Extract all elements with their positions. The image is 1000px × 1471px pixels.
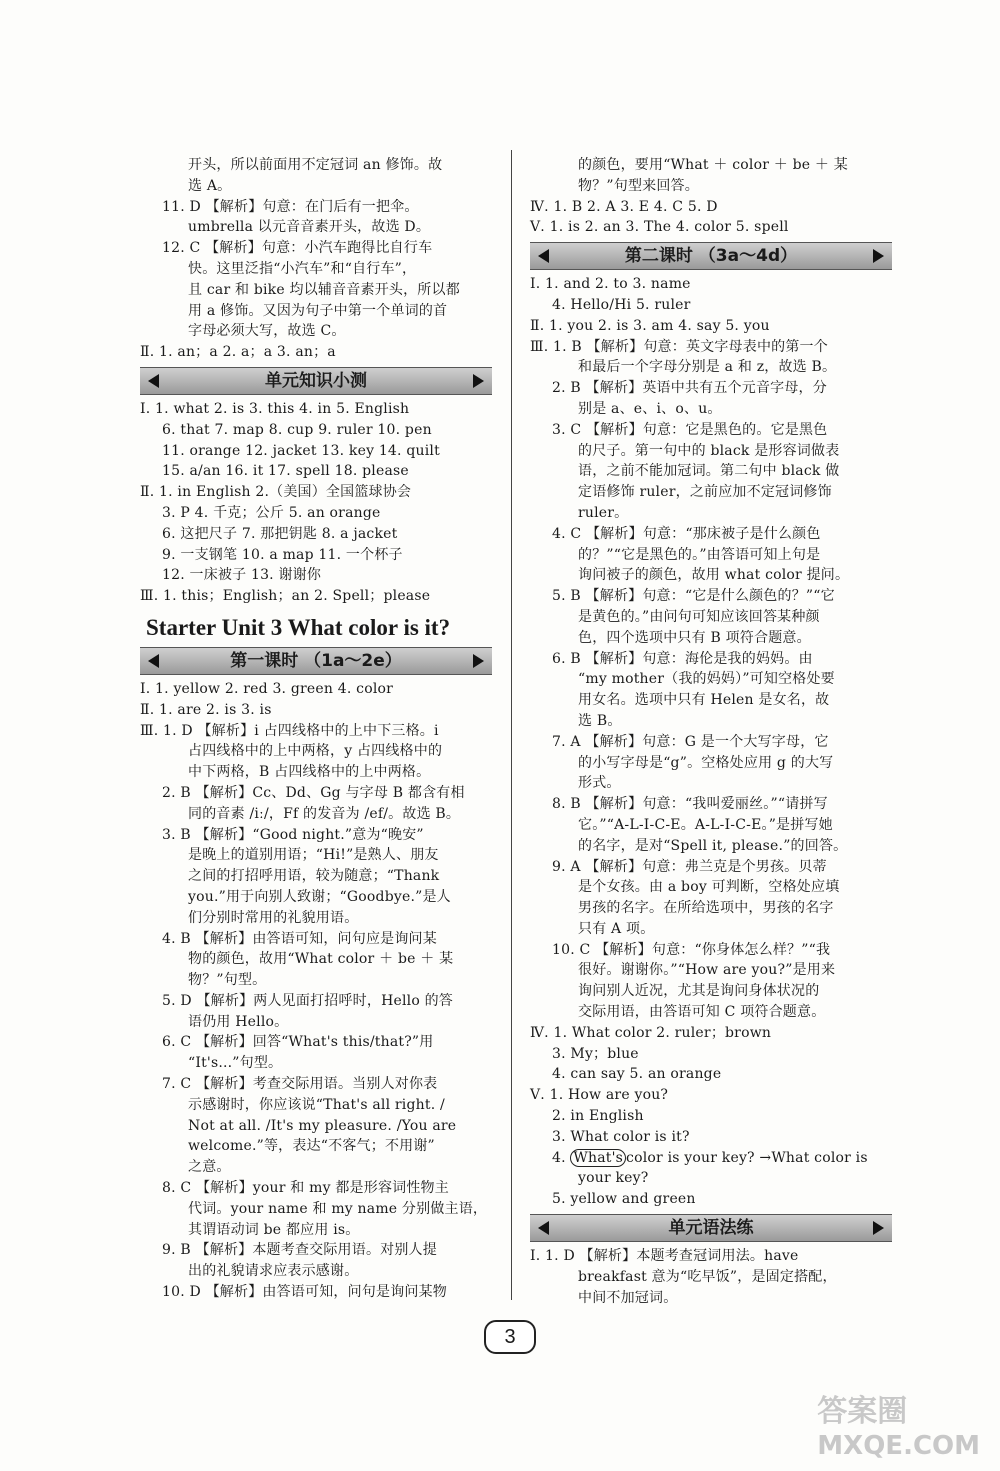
answer-line: 色，四个选项中只有 B 项符合题意。 (578, 629, 811, 646)
answer-line: 选 A。 (188, 177, 232, 194)
answer-line: 9. B 【解析】本题考查交际用语。对别人提 (162, 1242, 437, 1259)
answer-line: 4. can say 5. an orange (552, 1066, 722, 1083)
answer-line: 形式。 (578, 775, 621, 792)
answer-line: 2. B 【解析】Cc、Dd、Gg 与字母 B 都含有相 (162, 784, 465, 801)
answer-line: 5. D 【解析】两人见面打招呼时，Hello 的答 (162, 992, 454, 1009)
answer-line: umbrella 以元音音素开头，故选 D。 (188, 219, 431, 236)
answer-line: 11. orange 12. jacket 13. key 14. quilt (162, 442, 440, 459)
answer-line: Ⅲ. 1. B 【解析】句意：英文字母表中的第一个 (530, 338, 828, 355)
answer-line: “It's...”句型。 (188, 1055, 283, 1072)
answer-line: 3. C 【解析】句意：它是黑色的。它是黑色 (552, 421, 828, 438)
answer-line: 且 car 和 bike 均以辅音音素开头，所以都 (188, 281, 460, 298)
answer-line: 的小写字母是“g”。空格处应用 g 的大写 (578, 754, 834, 771)
answer-line: 之间的打招呼用语，较为随意；“Thank (188, 868, 440, 885)
answer-line: 们分别时常用的礼貌用语。 (188, 909, 359, 926)
answer-line: Not at all. /It's my pleasure. /You are (188, 1117, 457, 1134)
answer-line: your key? (578, 1170, 649, 1187)
answer-line: 别是 a、e、i、o、u。 (578, 400, 722, 417)
section-title: 单元语法练 (668, 1218, 754, 1239)
answer-line: 是晚上的道别用语；“Hi!”是熟人、朋友 (188, 847, 439, 864)
answer-line: 选 B。 (578, 712, 622, 729)
answer-line: 15. a/an 16. it 17. spell 18. please (162, 463, 409, 480)
answer-line: 快。这里泛指“小汽车”和“自行车”， (188, 260, 417, 277)
answer-line: Ⅳ. 1. B 2. A 3. E 4. C 5. D (530, 198, 718, 215)
answer-line: 的名字，是对“Spell it, please.”的回答。 (578, 837, 848, 854)
arrow-left-icon (148, 654, 159, 668)
answer-line: Ⅲ. 1. this；English；an 2. Spell；please (140, 588, 431, 605)
section-banner (140, 647, 492, 675)
answer-line: 示感谢时，你应该说“That's all right. / (188, 1096, 445, 1113)
answer-line: Ⅰ. 1. yellow 2. red 3. green 4. color (140, 680, 394, 697)
answer-line: 用 a 修饰。又因为句子中第一个单词的首 (188, 302, 448, 319)
answer-line: 同的音素 /iː/，Ff 的发音为 /ef/。故选 B。 (188, 805, 461, 822)
answer-line: 询问别人近况，尤其是询问身体状况的 (578, 983, 820, 1000)
right-column (530, 155, 892, 1308)
answer-line: 3. P 4. 千克；公斤 5. an orange (162, 504, 381, 521)
answer-line: 是个女孩。由 a boy 可判断，空格处应填 (578, 879, 840, 896)
answer-line: Ⅱ. 1. in English 2.（美国）全国篮球协会 (140, 484, 412, 501)
answer-text: color is your key? →What color is (626, 1149, 868, 1166)
answer-line: 4. C 【解析】句意：“那床被子是什么颜色 (552, 525, 821, 542)
answer-line: 9. A 【解析】句意：弗兰克是个男孩。贝蒂 (552, 858, 827, 875)
answer-line: 5. yellow and green (552, 1191, 696, 1208)
answer-line: 6. 这把尺子 7. 那把钥匙 8. a jacket (162, 525, 398, 542)
answer-line: 7. C 【解析】考查交际用语。当别人对你表 (162, 1076, 438, 1093)
answer-line: Ⅴ. 1. How are you? (530, 1087, 669, 1104)
answer-line: 6. C 【解析】回答“What's this/that?”用 (162, 1034, 434, 1051)
answer-line: 语，之前不能加冠词。第二句中 black 做 (578, 463, 840, 480)
arrow-left-icon (538, 1221, 549, 1235)
answer-line: 2. B 【解析】英语中共有五个元音字母，分 (552, 380, 827, 397)
answer-line: 中下两格，B 占四线格中的上中两格。 (188, 764, 431, 781)
answer-line: 询问被子的颜色，故用 what color 提问。 (578, 567, 850, 584)
answer-line: 5. B 【解析】句意：“它是什么颜色的？”“它 (552, 588, 835, 605)
watermark-url: MXQE.COM (817, 1431, 980, 1461)
answer-number: 4. (552, 1149, 571, 1166)
answer-line: Ⅱ. 1. are 2. is 3. is (140, 701, 272, 718)
answer-line: Ⅰ. 1. what 2. is 3. this 4. in 5. English (140, 400, 410, 417)
left-column (140, 155, 492, 1303)
answer-line (530, 1148, 892, 1169)
section-banner (530, 242, 892, 270)
answer-line: Ⅳ. 1. What color 2. ruler；brown (530, 1024, 772, 1041)
answer-line: Ⅱ. 1. an；a 2. a；a 3. an；a (140, 344, 336, 361)
answer-line: 之意。 (188, 1159, 231, 1176)
answer-line: 7. A 【解析】句意：G 是一个大写字母，它 (552, 733, 829, 750)
answer-line: 男孩的名字。在所给选项中，男孩的名字 (578, 900, 834, 917)
arrow-right-icon (473, 654, 484, 668)
answer-line: 的？”“它是黑色的。”由答语可知上句是 (578, 546, 821, 563)
unit-title: Starter Unit 3 What color is it? (146, 614, 451, 640)
answer-line: 10. C 【解析】句意：“你身体怎么样？”“我 (552, 941, 831, 958)
answer-line: 定语修饰 ruler，之前应加不定冠词修饰 (578, 484, 832, 501)
answer-line: 4. Hello/Hi 5. ruler (552, 296, 691, 313)
answer-line: 出的礼貌请求应表示感谢。 (188, 1263, 359, 1280)
answer-line: welcome.”等，表达“不客气；不用谢” (188, 1138, 435, 1155)
answer-line: 开头，所以前面用不定冠词 an 修饰。故 (188, 157, 443, 173)
answer-line: 12. 一床被子 13. 谢谢你 (162, 567, 322, 584)
answer-line: “my mother（我的妈妈）”可知空格处要 (578, 671, 835, 688)
section-title: 第一课时 （1a～2e） (230, 650, 402, 671)
answer-line: 交际用语，由答语可知 C 项符合题意。 (578, 1004, 826, 1021)
arrow-right-icon (473, 374, 484, 388)
answer-line: 它。”“A-L-I-C-E。A-L-I-C-E。”是拼写她 (578, 816, 833, 833)
answer-line: 中间不加冠词。 (578, 1289, 678, 1306)
answer-line: 物？”句型来回答。 (578, 177, 699, 194)
column-divider (511, 150, 512, 1300)
arrow-left-icon (538, 249, 549, 263)
answer-line: 占四线格中的上中两格，y 占四线格中的 (188, 743, 443, 760)
answer-line: 6. B 【解析】句意：海伦是我的妈妈。由 (552, 650, 813, 667)
answer-line: 8. C 【解析】your 和 my 都是形容词性物主 (162, 1180, 449, 1197)
answer-line: 只有 A 项。 (578, 920, 655, 937)
answer-line: 物的颜色，故用“What color ＋ be ＋ 某 (188, 951, 454, 968)
answer-line: Ⅱ. 1. you 2. is 3. am 4. say 5. you (530, 317, 770, 334)
answer-line: 4. B 【解析】由答语可知，问句应是询问某 (162, 930, 437, 947)
answer-line: 的颜色，要用“What ＋ color ＋ be ＋ 某 (578, 157, 848, 173)
answer-line: 2. in English (552, 1108, 644, 1125)
watermark (817, 1395, 980, 1463)
answer-line: 和最后一个字母分别是 a 和 z，故选 B。 (578, 359, 837, 376)
answer-line: 物？”句型。 (188, 972, 267, 989)
page-number: 3 (484, 1320, 536, 1354)
arrow-right-icon (873, 249, 884, 263)
answer-line: Ⅰ. 1. and 2. to 3. name (530, 276, 691, 293)
answer-line: 3. What color is it? (552, 1128, 690, 1145)
answer-line: breakfast 意为“吃早饭”，是固定搭配， (578, 1268, 837, 1285)
answer-line: 8. B 【解析】句意：“我叫爱丽丝。”“请拼写 (552, 796, 828, 813)
section-banner (140, 367, 492, 395)
answer-line: 语仍用 Hello。 (188, 1013, 289, 1030)
answer-line: 代词。your name 和 my name 分别做主语， (188, 1200, 488, 1217)
circled-word: What's (570, 1149, 626, 1167)
section-title: 单元知识小测 (265, 370, 367, 391)
answer-line: 用女名。选项中只有 Helen 是女名，故 (578, 692, 830, 709)
arrow-right-icon (873, 1221, 884, 1235)
answer-line: Ⅲ. 1. D 【解析】i 占四线格中的上中下三格。i (140, 722, 439, 739)
watermark-logo: 答案圈 (817, 1394, 908, 1429)
arrow-left-icon (148, 374, 159, 388)
answer-line: 9. 一支钢笔 10. a map 11. 一个杯子 (162, 546, 403, 563)
section-title: 第二课时 （3a～4d） (624, 246, 798, 267)
answer-line: 10. D 【解析】由答语可知，问句是询问某物 (162, 1284, 447, 1301)
answer-line: 6. that 7. map 8. cup 9. ruler 10. pen (162, 421, 432, 438)
answer-line: Ⅴ. 1. is 2. an 3. The 4. color 5. spell (530, 219, 789, 236)
answer-line: 3. B 【解析】“Good night.”意为“晚安” (162, 826, 424, 843)
section-banner (530, 1214, 892, 1242)
answer-line: 11. D 【解析】句意：在门后有一把伞。 (162, 198, 419, 215)
answer-line: ruler。 (578, 504, 629, 521)
answer-line: 的尺子。第一句中的 black 是形容词做表 (578, 442, 840, 459)
answer-line: 3. My；blue (552, 1045, 639, 1062)
answer-line: 是黄色的。”由问句可知应该回答某种颜 (578, 608, 820, 625)
answer-line: 字母必须大写，故选 C。 (188, 323, 346, 340)
answer-line: 12. C 【解析】句意：小汽车跑得比自行车 (162, 240, 433, 257)
answer-line: 很好。谢谢你。”“How are you?”是用来 (578, 962, 836, 979)
answer-line: you.”用于向别人致谢；“Goodbye.”是人 (188, 888, 451, 905)
answer-line: 其谓语动词 be 都应用 is。 (188, 1221, 360, 1238)
answer-line: Ⅰ. 1. D 【解析】本题考查冠词用法。have (530, 1248, 799, 1265)
